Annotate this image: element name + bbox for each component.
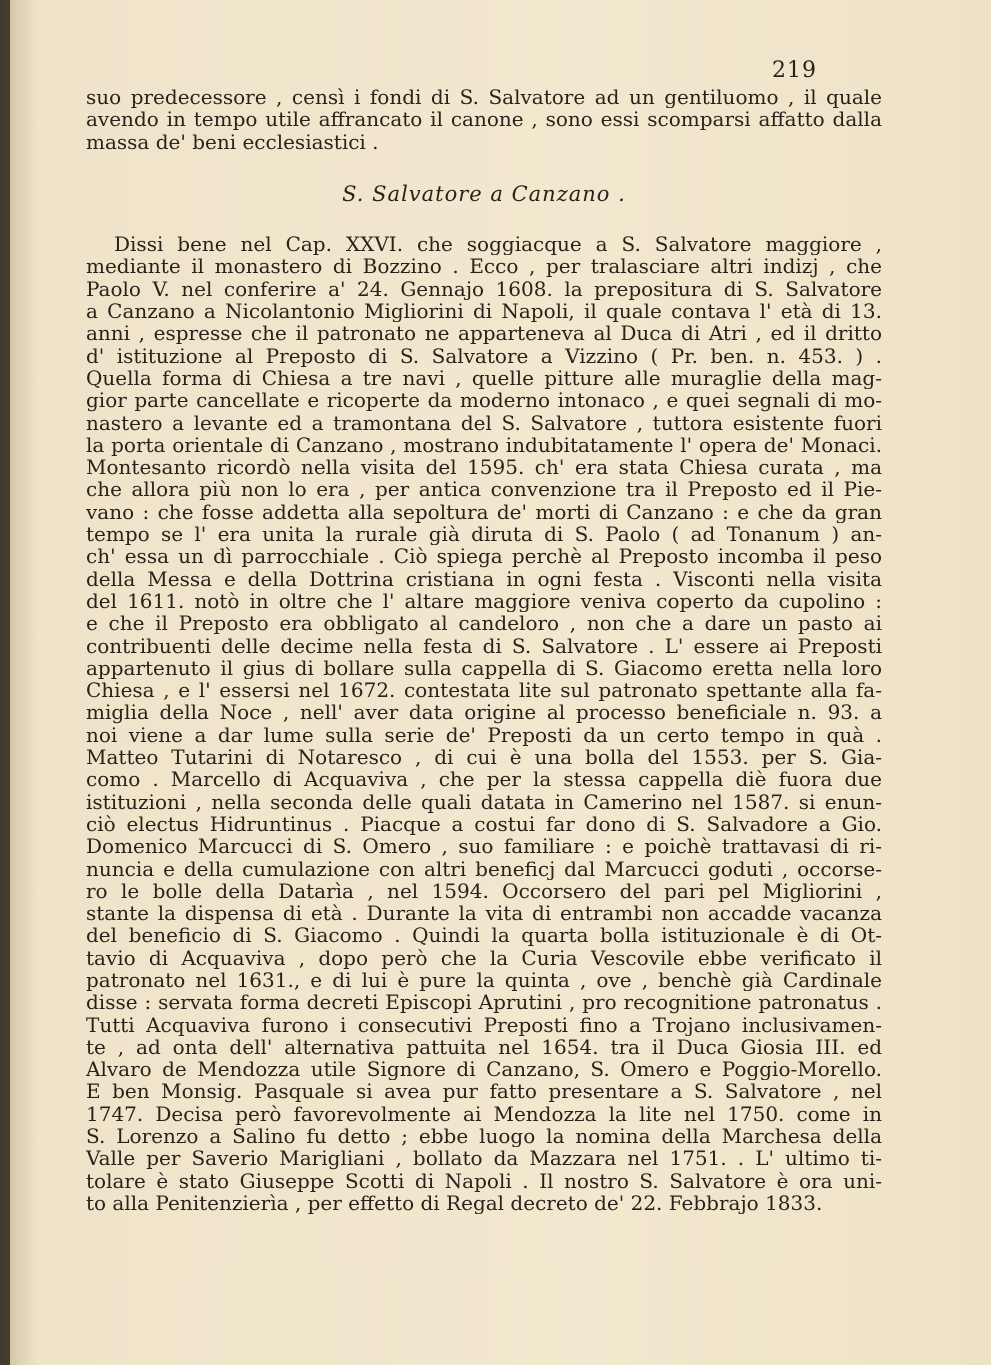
text-line: 1747. Decisa però favorevolmente ai Mendozza la lite nel 1750. come in: [86, 1102, 882, 1126]
text-line: tempo se l' era unita la rurale già diruta di S. Paolo ( ad Tonanum ) an-: [86, 523, 882, 546]
text-line: Montesanto ricordò nella visita del 1595. ch' era stata Chiesa curata , ma: [86, 456, 882, 479]
text-line: anni , espresse che il patronato ne apparteneva al Duca di Atri , ed il dritto: [86, 322, 882, 345]
text-line: te , ad onta dell' alternativa pattuita nel 1654. tra il Duca Giosia III. ed: [86, 1035, 882, 1059]
text-line: Alvaro de Mendozza utile Signore di Canzano, S. Omero e Poggio-Morello.: [86, 1058, 882, 1081]
text-line: noi viene a dar lume sulla serie de' Preposti da un certo tempo in quà .: [86, 723, 882, 747]
text-line: della Messa e della Dottrina cristiana in ogni festa . Visconti nella visita: [86, 567, 882, 590]
text-line: stante la dispensa di età . Durante la vita di entrambi non accadde vacanza: [86, 902, 882, 925]
text-line: nuncia e della cumulazione con altri beneficj dal Marcucci goduti , occorse-: [86, 857, 882, 880]
text-line: to alla Penitenzierìa , per effetto di Regal decreto de' 22. Febbrajo 1833.: [86, 1191, 823, 1215]
text-line: d' istituzione al Preposto di S. Salvatore a Vizzino ( Pr. ben. n. 453. ) .: [86, 344, 882, 367]
text-line: del 1611. notò in oltre che l' altare maggiore veniva coperto da cupolino :: [86, 589, 882, 613]
text-line: tolare è stato Giuseppe Scotti di Napoli . Il nostro S. Salvatore è ora uni-: [86, 1169, 882, 1192]
text-line: del beneficio di S. Giacomo . Quindi la quarta bolla istituzionale è di Ot-: [86, 924, 882, 947]
page-number: 219: [772, 58, 817, 83]
text-line: Tutti Acquaviva furono i consecutivi Preposti fino a Trojano inclusivamen-: [86, 1013, 882, 1036]
text-line: Quella forma di Chiesa a tre navi , quelle pitture alle muraglie della mag-: [86, 366, 882, 390]
page-text: [86, 86, 882, 1214]
page-gutter-shadow: [0, 0, 10, 1365]
text-line: Domenico Marcucci di S. Omero , suo familiare : e poichè trattavasi di ri-: [86, 835, 882, 858]
text-line: ro le bolle della Datarìa , nel 1594. Occorsero del pari pel Migliorini ,: [86, 879, 882, 903]
text-line: massa de' beni ecclesiastici .: [86, 130, 379, 153]
text-line: nastero a levante ed a tramontana del S. Salvatore , tuttora esistente fuori: [86, 411, 882, 434]
text-line: S. Lorenzo a Salino fu detto ; ebbe luogo la nomina della Marchesa della: [86, 1125, 882, 1148]
section-title: S. Salvatore a Canzano .: [342, 181, 626, 206]
text-line: avendo in tempo utile affrancato il canone , sono essi scomparsi affatto dalla: [86, 108, 882, 131]
paragraph-main: [86, 233, 882, 1214]
text-line: miglia della Noce , nell' aver data origine al processo beneficiale n. 93. a: [86, 701, 882, 724]
text-line: Chiesa , e l' essersi nel 1672. contestata lite sul patronato spettante alla fa-: [86, 679, 882, 702]
text-line: tavio di Acquaviva , dopo però che la Curia Vescovile ebbe verificato il: [86, 946, 882, 969]
text-line: Matteo Tutarini di Notaresco , di cui è una bolla del 1553. per S. Gia-: [86, 746, 882, 769]
text-line: la porta orientale di Canzano , mostrano indubitatamente l' opera de' Monaci.: [86, 433, 882, 457]
text-line: istituzioni , nella seconda delle quali datata in Camerino nel 1587. si enun-: [86, 790, 882, 813]
text-line: e che il Preposto era obbligato al candeloro , non che a dare un pasto ai: [86, 612, 882, 635]
text-line: patronato nel 1631., e di lui è pure la quinta , ove , benchè già Cardinale: [86, 968, 882, 992]
text-line: appartenuto il gius di bollare sulla cappella di S. Giacomo eretta nella loro: [86, 656, 882, 680]
text-line: vano : che fosse addetta alla sepoltura de' morti di Canzano : e che da gran: [86, 500, 882, 524]
text-line: ciò electus Hidruntinus . Piacque a costui far dono di S. Salvadore a Gio.: [86, 812, 882, 836]
text-line: Valle per Saverio Marigliani , bollato da Mazzara nel 1751. . L' ultimo ti-: [86, 1147, 882, 1170]
text-line: Paolo V. nel conferire a' 24. Gennajo 1608. la prepositura di S. Salvatore: [86, 277, 882, 301]
text-line: Dissi bene nel Cap. XXVI. che soggiacque a S. Salvatore maggiore ,: [114, 233, 882, 256]
text-line: contribuenti delle decime nella festa di S. Salvatore . L' essere ai Preposti: [86, 634, 882, 657]
text-line: ch' essa un dì parrocchiale . Ciò spiega perchè al Preposto incomba il peso: [86, 545, 882, 568]
text-line: disse : servata forma decreti Episcopi Aprutini , pro recognitione patronatus .: [86, 991, 882, 1014]
text-line: che allora più non lo era , per antica convenzione tra il Preposto ed il Pie-: [86, 478, 882, 501]
text-line: mediante il monastero di Bozzino . Ecco , per tralasciare altri indizj , che: [86, 255, 882, 278]
paragraph-continued: [86, 86, 882, 153]
text-line: a Canzano a Nicolantonio Migliorini di Napoli, il quale contava l' età di 13.: [86, 300, 882, 323]
text-line: E ben Monsig. Pasquale si avea pur fatto presentare a S. Salvatore , nel: [86, 1080, 882, 1103]
text-line: gior parte cancellate e ricoperte da moderno intonaco , e quei segnali di mo-: [86, 389, 882, 412]
text-line: como . Marcello di Acquaviva , che per la stessa cappella diè fuora due: [86, 768, 882, 791]
text-line: suo predecessore , censì i fondi di S. Salvatore ad un gentiluomo , il quale: [86, 86, 882, 109]
